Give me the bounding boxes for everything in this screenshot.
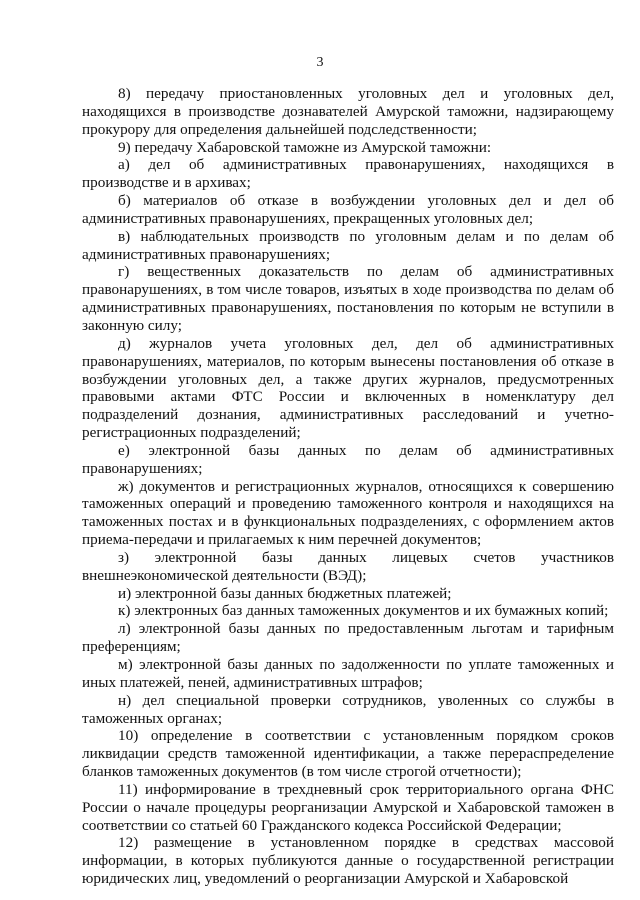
subparagraph-g: г) вещественных доказательств по делам об административных правонарушениях, в том числе товаров, изъятых в ходе производства по делам об административных правонарушениях, постановления по которым не вступили в законную силу; bbox=[82, 263, 614, 334]
subparagraph-z: з) электронной базы данных лицевых счетов участников внешнеэкономической деятельности (ВЭД); bbox=[82, 548, 614, 584]
page-number: 3 bbox=[316, 55, 324, 70]
subparagraph-b: б) материалов об отказе в возбуждении уголовных дел и дел об административных правонарушениях, прекращенных уголовных дел; bbox=[82, 192, 614, 227]
subparagraph-zh: ж) документов и регистрационных журналов, относящихся к совершению таможенных операций и проведению таможенного контроля и находящихся на таможенных постах и в функциональных подразделениях, с оформлением актов приема-передачи и прилагаемых к ним перечней документов; bbox=[82, 477, 614, 549]
subparagraph-k: к) электронных баз данных таможенных документов и их бумажных копий; bbox=[118, 602, 609, 620]
paragraph-item-12: 12) размещение в установленном порядке в средствах массовой информации, в которых публикуются данные о государственной регистрации юридических лиц, уведомлений о реорганизации Амурской и Хабаровской bbox=[82, 834, 614, 888]
subparagraph-l: л) электронной базы данных по предоставленным льготам и тарифным преференциям; bbox=[82, 620, 614, 656]
paragraph-item-11: 11) информирование в трехдневный срок территориального органа ФНС России о начале процедуры реорганизации Амурской и Хабаровской таможен в соответствии со статьей 60 Гражданского кодекса Российской Федерации; bbox=[82, 780, 614, 834]
paragraph-item-10: 10) определение в соответствии с установленным порядком сроков ликвидации средств таможенной идентификации, а также перераспределение бланков таможенных документов (в том числе строгой отчетности); bbox=[82, 727, 614, 781]
subparagraph-n: н) дел специальной проверки сотрудников, уволенных со службы в таможенных органах; bbox=[82, 691, 614, 727]
subparagraph-a: а) дел об административных правонарушениях, находящихся в производстве и в архивах; bbox=[82, 156, 614, 192]
subparagraph-m: м) электронной базы данных по задолженности по уплате таможенных и иных платежей, пеней, административных штрафов; bbox=[82, 656, 614, 691]
subparagraph-e: е) электронной базы данных по делам об административных правонарушениях; bbox=[82, 441, 614, 477]
subparagraph-i: и) электронной базы данных бюджетных платежей; bbox=[118, 584, 452, 602]
subparagraph-d: д) журналов учета уголовных дел, дел об административных правонарушениях, материалов, по которым вынесены постановления об отказе в возбуждении уголовных дел, а также других журналов, предусмотренных правовыми актами ФТС России и включенных в номенклатуру дел подразделений дознания, административных расследований и учетно-регистрационных подразделений; bbox=[82, 334, 614, 442]
document-body bbox=[82, 85, 614, 888]
subparagraph-v: в) наблюдательных производств по уголовным делам и по делам об административных правонарушениях; bbox=[82, 227, 614, 263]
paragraph-item-9: 9) передачу Хабаровской таможне из Амурской таможни: bbox=[118, 138, 492, 156]
paragraph-item-8: 8) передачу приостановленных уголовных дел и уголовных дел, находящихся в производстве дознавателей Амурской таможни, надзирающему прокурору для определения дальнейшей подследственности; bbox=[82, 85, 614, 138]
